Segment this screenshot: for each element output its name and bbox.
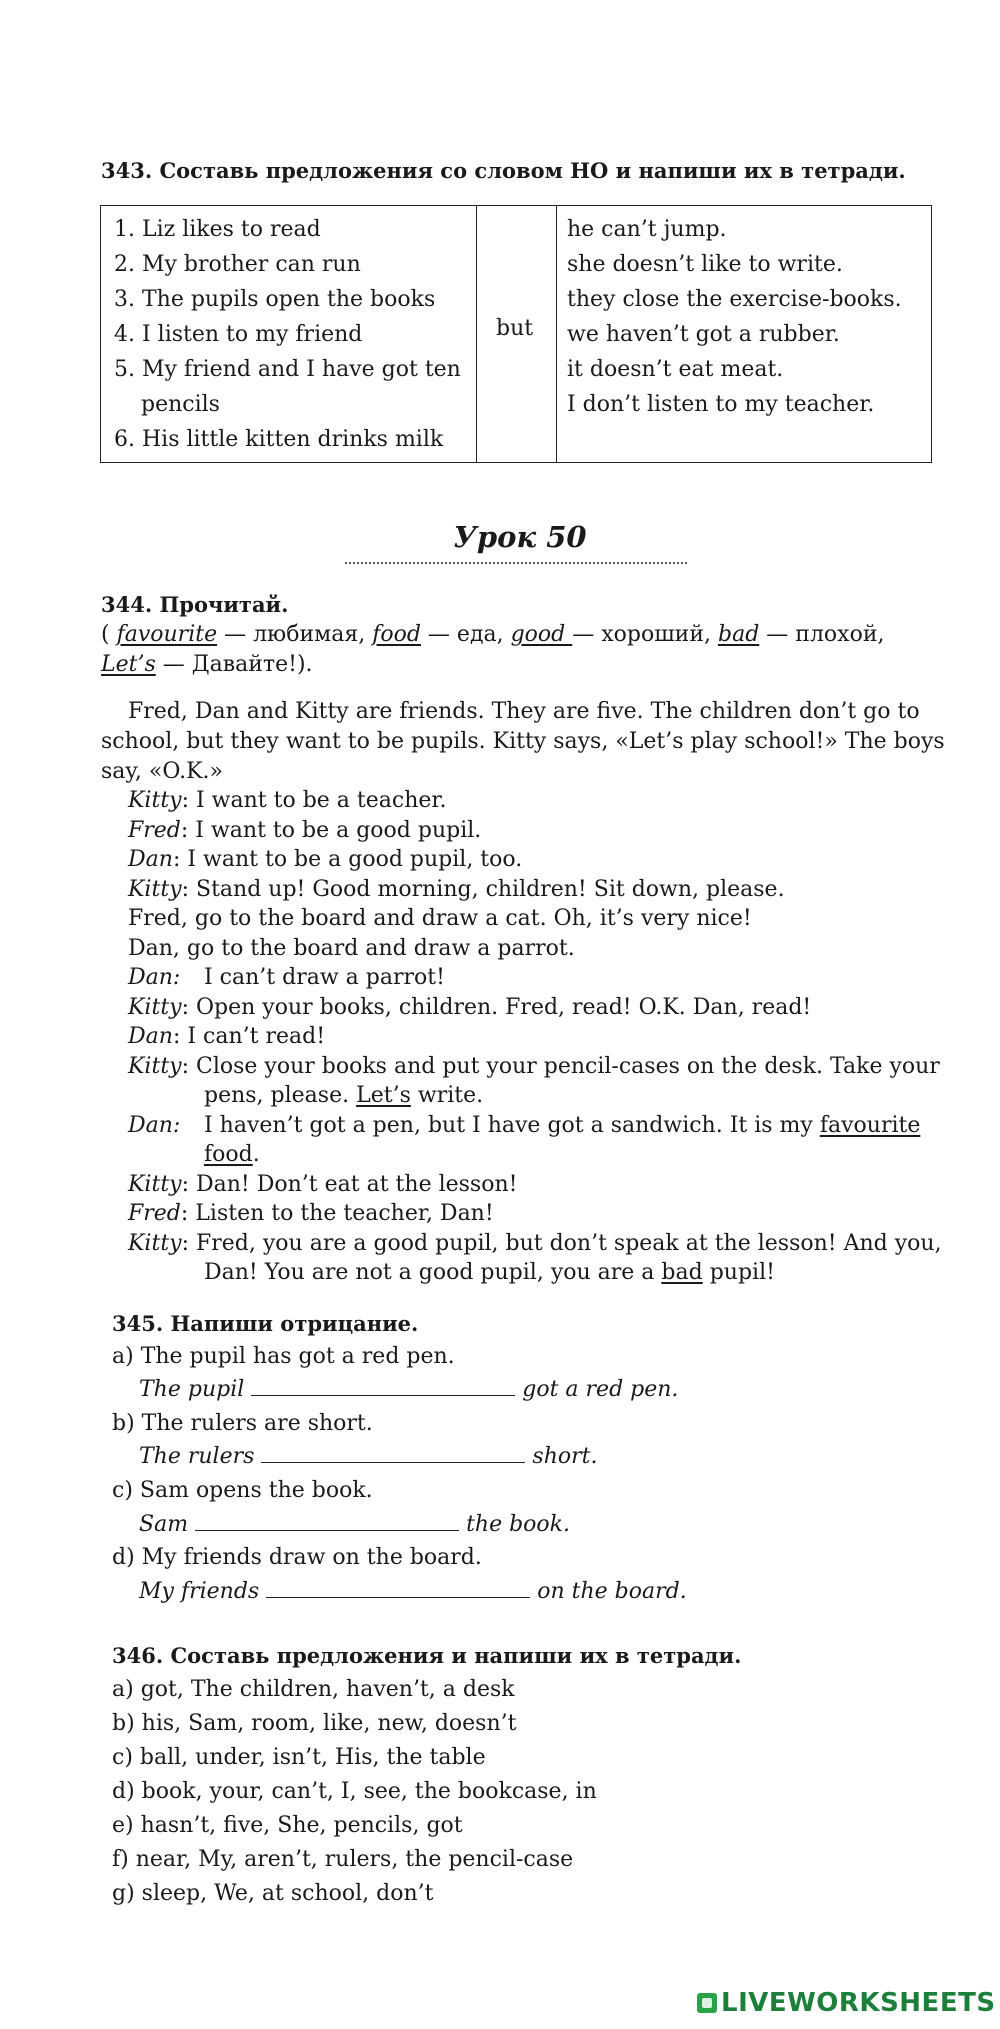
vocabulary-line: ( favourite — любимая, food — еда, good — хороший, bad — плохой, xyxy=(101,622,885,647)
story-line: school, but they want to be pupils. Kitty says, «Let’s play school!» The boys xyxy=(101,729,945,754)
right-item: they close the exercise-books. xyxy=(567,287,902,312)
liveworksheets-logo-icon xyxy=(697,1993,717,2013)
exercise-item: f) near, My, aren’t, rulers, the pencil-case xyxy=(112,1847,574,1872)
left-item: 6. His little kitten drinks milk xyxy=(114,427,444,452)
exercise-345-heading: 345. Напиши отрицание. xyxy=(112,1311,419,1336)
conjunction-but: but xyxy=(496,316,534,341)
dialogue-line: Kitty: Close your books and put your pencil-cases on the desk. Take your xyxy=(128,1054,940,1079)
exercise-item: g) sleep, We, at school, don’t xyxy=(112,1881,434,1906)
fill-line: Sam the book. xyxy=(139,1512,570,1537)
dialogue-line: Kitty: Dan! Don’t eat at the lesson! xyxy=(128,1172,518,1197)
table-divider xyxy=(476,206,477,462)
dialogue-line: Fred, go to the board and draw a cat. Oh, it’s very nice! xyxy=(128,906,752,931)
exercise-343-heading: 343. Составь предложения со словом НО и напиши их в тетради. xyxy=(101,158,906,183)
vocabulary-line: Let’s — Давайте!). xyxy=(101,652,313,677)
lesson-title: Урок 50 xyxy=(453,520,587,554)
dialogue-line: Dan: I can’t read! xyxy=(128,1024,326,1049)
exercise-item: e) hasn’t, five, She, pencils, got xyxy=(112,1813,463,1838)
dialogue-line: Dan: I haven’t got a pen, but I have got a sandwich. It is my favourite xyxy=(128,1113,921,1138)
answer-blank[interactable] xyxy=(195,1510,459,1531)
vocab-word: food xyxy=(372,622,421,647)
exercise-item: a) The pupil has got a red pen. xyxy=(112,1344,455,1369)
vocab-word: good xyxy=(510,622,573,647)
exercise-item: c) ball, under, isn’t, His, the table xyxy=(112,1745,486,1770)
table-left-column xyxy=(114,212,461,457)
vocab-word: bad xyxy=(718,622,760,647)
answer-blank[interactable] xyxy=(261,1442,525,1463)
exercise-item: b) his, Sam, room, like, new, doesn’t xyxy=(112,1711,517,1736)
exercise-344-heading: 344. Прочитай. xyxy=(101,592,289,617)
right-item: it doesn’t eat meat. xyxy=(567,357,784,382)
vocab-word: favourite xyxy=(116,622,218,647)
title-dotted-rule xyxy=(345,562,687,564)
exercise-item: b) The rulers are short. xyxy=(112,1411,373,1436)
exercise-item: d) My friends draw on the board. xyxy=(112,1545,482,1570)
exercise-item: c) Sam opens the book. xyxy=(112,1478,373,1503)
dialogue-line: pens, please. Let’s write. xyxy=(204,1083,484,1108)
left-item: 5. My friend and I have got ten xyxy=(114,357,461,382)
fill-line: The pupil got a red pen. xyxy=(139,1377,679,1402)
dialogue-line: Kitty: I want to be a teacher. xyxy=(128,788,447,813)
dialogue-line: Kitty: Stand up! Good morning, children! Sit down, please. xyxy=(128,877,785,902)
left-item: 2. My brother can run xyxy=(114,252,361,277)
right-item: he can’t jump. xyxy=(567,217,727,242)
answer-blank[interactable] xyxy=(266,1577,530,1598)
right-item: we haven’t got a rubber. xyxy=(567,322,840,347)
dialogue-line: Kitty: Fred, you are a good pupil, but don’t speak at the lesson! And you, xyxy=(128,1231,942,1256)
dialogue-line: Kitty: Open your books, children. Fred, read! O.K. Dan, read! xyxy=(128,995,812,1020)
story-line: Fred, Dan and Kitty are friends. They are five. The children don’t go to xyxy=(128,699,920,724)
dialogue-line: Dan, go to the board and draw a parrot. xyxy=(128,936,575,961)
dialogue-line: Fred: Listen to the teacher, Dan! xyxy=(128,1201,494,1226)
answer-blank[interactable] xyxy=(251,1375,515,1396)
dialogue-line: Dan: I can’t draw a parrot! xyxy=(128,965,445,990)
left-item: 1. Liz likes to read xyxy=(114,217,321,242)
brand-name: LIVEWORKSHEETS xyxy=(721,1988,996,2018)
fill-line: My friends on the board. xyxy=(139,1579,687,1604)
exercise-item: d) book, your, can’t, I, see, the bookcase, in xyxy=(112,1779,597,1804)
right-item: I don’t listen to my teacher. xyxy=(567,392,875,417)
fill-line: The rulers short. xyxy=(139,1444,598,1469)
table-right-column xyxy=(567,212,902,422)
exercise-343-table xyxy=(100,205,932,463)
dialogue-line: Dan! You are not a good pupil, you are a bad pupil! xyxy=(204,1260,775,1285)
left-item: 4. I listen to my friend xyxy=(114,322,363,347)
table-divider xyxy=(556,206,557,462)
right-item: she doesn’t like to write. xyxy=(567,252,843,277)
left-item: 3. The pupils open the books xyxy=(114,287,436,312)
liveworksheets-logo xyxy=(697,1988,996,2018)
vocab-word: Let’s xyxy=(101,652,156,677)
exercise-346-heading: 346. Составь предложения и напиши их в тетради. xyxy=(112,1643,742,1668)
dialogue-line: Fred: I want to be a good pupil. xyxy=(128,818,482,843)
dialogue-line: food. xyxy=(204,1142,260,1167)
left-item: pencils xyxy=(141,392,220,417)
exercise-item: a) got, The children, haven’t, a desk xyxy=(112,1677,515,1702)
dialogue-line: Dan: I want to be a good pupil, too. xyxy=(128,847,523,872)
story-line: say, «O.K.» xyxy=(101,759,223,784)
